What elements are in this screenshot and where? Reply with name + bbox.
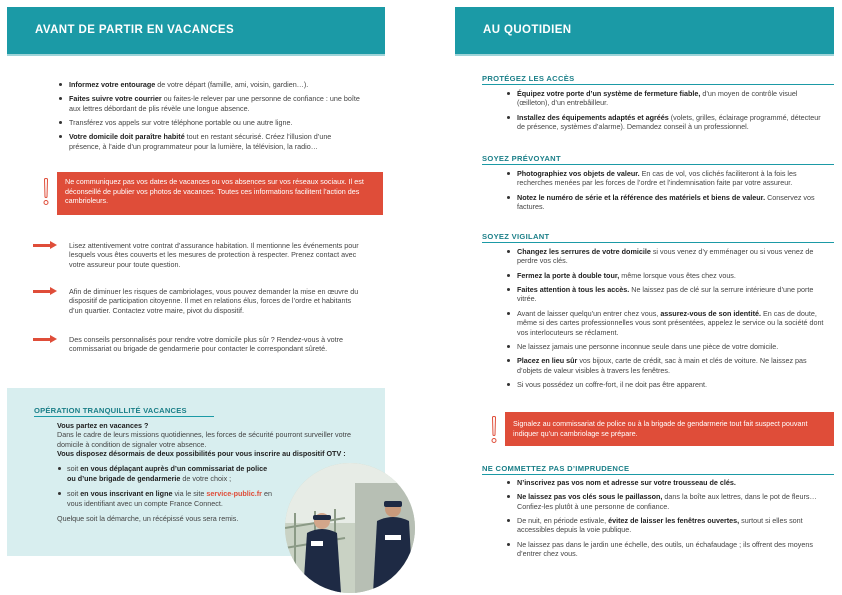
arrow-right-icon xyxy=(33,241,59,251)
section-list-vigilant xyxy=(505,247,830,394)
exclamation-icon xyxy=(490,416,498,444)
otv-title: OPÉRATION TRANQUILLITÉ VACANCES xyxy=(34,406,187,415)
left-header: AVANT DE PARTIR EN VACANCES xyxy=(7,7,385,54)
section-title-acces: PROTÉGEZ LES ACCÈS xyxy=(482,74,575,83)
list-item: Équipez votre porte d’un système de fermeture fiable, d’un moyen de contrôle visuel (œilleton), d’un entrebâilleur. xyxy=(505,89,830,108)
list-item: Ne laissez jamais une personne inconnue seule dans une pièce de votre domicile. xyxy=(505,342,830,351)
arrow-right-icon xyxy=(33,287,59,297)
exclamation-icon xyxy=(42,178,50,206)
list-item: N’inscrivez pas vos nom et adresse sur votre trousseau de clés. xyxy=(505,478,830,487)
list-item: soit en vous inscrivant en ligne via le site service-public.fr en vous identifiant avec un compte France Connect. xyxy=(57,489,272,508)
list-item: Fermez la porte à double tour, même lorsque vous êtes chez vous. xyxy=(505,271,830,280)
list-item: Si vous possédez un coffre-fort, il ne doit pas être apparent. xyxy=(505,380,830,389)
otv-title-rule xyxy=(34,416,214,417)
section-title-imprudence: NE COMMETTEZ PAS D’IMPRUDENCE xyxy=(482,464,630,473)
left-bullet-list xyxy=(57,80,362,156)
list-item: Ne laissez pas vos clés sous le paillasson, dans la boîte aux lettres, dans le pot de fleurs… Confiez-les plutôt à une personne de confiance. xyxy=(505,492,830,511)
arrow-item-advice: Des conseils personnalisés pour rendre votre domicile plus sûr ? Rendez-vous à votre commissariat ou brigade de gendarmerie pour contacter le correspondant sûreté. xyxy=(33,335,363,354)
list-item: Photographiez vos objets de valeur. En cas de vol, vos clichés faciliteront à la fois les recherches menées par les forces de l’ordre et l’indemnisation faite par votre assureur. xyxy=(505,169,830,188)
section-list-acces xyxy=(505,89,830,136)
section-list-prevoyant xyxy=(505,169,830,216)
section-rule xyxy=(482,84,834,85)
list-item: soit en vous déplaçant auprès d’un commissariat de police ou d’une brigade de gendarmerie de votre choix ; xyxy=(57,464,272,483)
list-item: Faites suivre votre courrier ou faites-le relever par une personne de confiance : une boîte aux lettres débordant de plis révèle une longue absence. xyxy=(57,94,362,113)
otv-body: Vous partez en vacances ? Dans le cadre de leurs missions quotidiennes, les forces de sécurité pourront surveiller votre domicile à condition de signaler votre absence. Vous disposez désormais de deux possibilités pour vous inscrire au dispositif OTV : soit en vous déplaçant auprès d’un commissariat de police ou d’une brigade de gendarmerie de votre choix ; soit en vous inscrivant en ligne via le site service-public.fr en vous identifiant avec un compte France Connect. Quelque soit la démarche, un récépissé vous sera remis. xyxy=(57,421,352,523)
right-alert-box: Signalez au commissariat de police ou à la brigade de gendarmerie tout fait suspect pouvant indiquer qu’un cambriolage se prépare. xyxy=(505,412,834,446)
list-item: Changez les serrures de votre domicile si vous venez d’y emménager ou si vous venez de perdre vos clés. xyxy=(505,247,830,266)
list-item: Ne laissez pas dans le jardin une échelle, des outils, un échafaudage ; ils offrent des moyens d’entrer chez vous. xyxy=(505,540,830,559)
list-item: De nuit, en période estivale, évitez de laisser les fenêtres ouvertes, surtout si elles sont accessibles depuis la voie publique. xyxy=(505,516,830,535)
section-rule xyxy=(482,474,834,475)
list-item: Votre domicile doit paraître habité tout en restant sécurisé. Créez l’illusion d’une présence, à l’aide d’un programmateur pour la lumière, la télévision, la radio… xyxy=(57,132,362,151)
section-rule xyxy=(482,164,834,165)
service-public-link[interactable]: service-public.fr xyxy=(206,489,262,499)
right-header: AU QUOTIDIEN xyxy=(455,7,834,54)
list-item: Notez le numéro de série et la référence des matériels et biens de valeur. Conservez vos factures. xyxy=(505,193,830,212)
section-list-imprudence xyxy=(505,478,830,564)
list-item: Faites attention à tous les accès. Ne laissez pas de clé sur la serrure intérieure d’une porte vitrée. xyxy=(505,285,830,304)
arrow-item-insurance: Lisez attentivement votre contrat d’assurance habitation. Il mentionne les événements pour lesquels vous êtes couverts et les mesures de protection à respecter. Prenez contact avec votre assureur pour toute question. xyxy=(33,241,363,269)
list-item: Installez des équipements adaptés et agréés (volets, grilles, éclairage programmé, détecteur de présence, systèmes d’alarme). Demandez conseil à un professionnel. xyxy=(505,113,830,132)
police-photo xyxy=(285,463,415,593)
section-rule xyxy=(482,242,834,243)
section-title-prevoyant: SOYEZ PRÉVOYANT xyxy=(482,154,561,163)
list-item: Informez votre entourage de votre départ (famille, ami, voisin, gardien…). xyxy=(57,80,362,89)
left-alert-box: Ne communiquez pas vos dates de vacances ou vos absences sur vos réseaux sociaux. Il est déconseillé de publier vos photos de vacances. Toutes ces informations facilitent l’action des cambrioleurs. xyxy=(57,172,383,215)
list-item: Avant de laisser quelqu’un entrer chez vous, assurez-vous de son identité. En cas de doute, même si des cartes professionnelles vous sont présentées, appelez le service ou la société dont vos interlocuteurs se réclament. xyxy=(505,309,830,337)
list-item: Placez en lieu sûr vos bijoux, carte de crédit, sac à main et clés de voiture. Ne laissez pas d’objets de valeur visibles à travers les fenêtres. xyxy=(505,356,830,375)
section-title-vigilant: SOYEZ VIGILANT xyxy=(482,232,550,241)
arrow-item-participation: Afin de diminuer les risques de cambriolages, vous pouvez demander la mise en œuvre du dispositif de participation citoyenne. Il met en relations élus, forces de l’ordre et habitants d’un quartier. Contactez votre maire, pivot du dispositif. xyxy=(33,287,363,315)
list-item: Transférez vos appels sur votre téléphone portable ou une autre ligne. xyxy=(57,118,362,127)
arrow-right-icon xyxy=(33,335,59,345)
